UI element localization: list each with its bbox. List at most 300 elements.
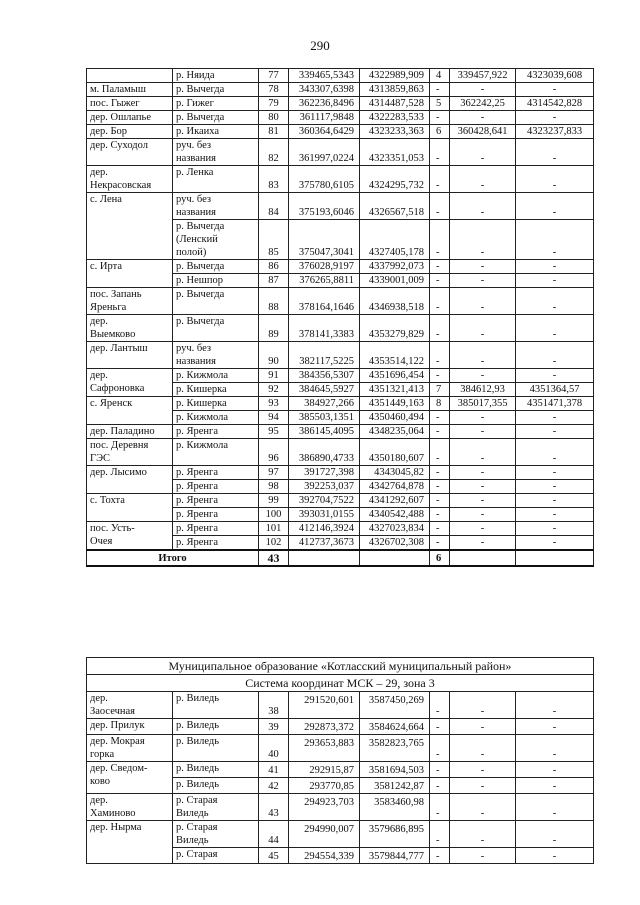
number-cell: 82 (259, 139, 289, 166)
empty-cell (289, 550, 360, 566)
number-cell: 84 (259, 193, 289, 220)
table-row (87, 762, 594, 778)
y2-coordinate-cell: 4351364,57 (516, 383, 594, 397)
number-cell: 39 (259, 719, 289, 735)
river-cell: р. Кишерка (173, 397, 259, 411)
point-count-cell: - (430, 536, 450, 551)
y-coordinate-cell: 4326567,518 (360, 193, 430, 220)
y-coordinate-cell: 4313859,863 (360, 83, 430, 97)
x2-coordinate-cell: - (450, 274, 516, 288)
table-row (87, 369, 594, 383)
point-count-cell: - (430, 494, 450, 508)
point-count-cell: - (430, 778, 450, 794)
empty-cell (516, 550, 594, 566)
x-coordinate-cell: 294923,703 (289, 794, 360, 821)
river-cell: р. Вычегда (173, 83, 259, 97)
y-coordinate-cell: 3584624,664 (360, 719, 430, 735)
total-number-cell: 43 (259, 550, 289, 566)
x2-coordinate-cell: - (450, 288, 516, 315)
river-cell: р. Яренга (173, 480, 259, 494)
table-row (87, 69, 594, 83)
y-coordinate-cell: 4342764,878 (360, 480, 430, 494)
y2-coordinate-cell: - (516, 778, 594, 794)
x-coordinate-cell: 382117,5225 (289, 342, 360, 369)
settlement-cell: пос. Усть- Очея (87, 522, 173, 551)
y2-coordinate-cell: - (516, 111, 594, 125)
river-cell: р. Яренга (173, 494, 259, 508)
x2-coordinate-cell: - (450, 692, 516, 719)
coordinates-table-2 (86, 657, 594, 864)
x2-coordinate-cell: - (450, 719, 516, 735)
x2-coordinate-cell: - (450, 778, 516, 794)
river-cell: р. Виледь (173, 762, 259, 778)
point-count-cell: 7 (430, 383, 450, 397)
y2-coordinate-cell: - (516, 220, 594, 260)
table-row (87, 111, 594, 125)
x-coordinate-cell: 392253,037 (289, 480, 360, 494)
y-coordinate-cell: 4351321,413 (360, 383, 430, 397)
number-cell: 91 (259, 369, 289, 383)
y2-coordinate-cell: - (516, 466, 594, 480)
settlement-cell: дер. Хаминово (87, 794, 173, 821)
x2-coordinate-cell: - (450, 794, 516, 821)
y2-coordinate-cell: - (516, 439, 594, 466)
x2-coordinate-cell: - (450, 508, 516, 522)
x2-coordinate-cell: - (450, 480, 516, 494)
river-cell: р. Виледь (173, 719, 259, 735)
river-cell: р. Няида (173, 69, 259, 83)
table-row (87, 466, 594, 480)
number-cell: 99 (259, 494, 289, 508)
settlement-cell: дер. Сафроновка (87, 369, 173, 397)
y-coordinate-cell: 3579844,777 (360, 848, 430, 864)
y2-coordinate-cell: - (516, 139, 594, 166)
x-coordinate-cell: 293653,883 (289, 735, 360, 762)
river-cell: руч. без названия (173, 139, 259, 166)
x-coordinate-cell: 384356,5307 (289, 369, 360, 383)
point-count-cell: - (430, 288, 450, 315)
y2-coordinate-cell: - (516, 692, 594, 719)
y-coordinate-cell: 4346938,518 (360, 288, 430, 315)
settlement-cell: пос. Гыжег (87, 97, 173, 111)
x-coordinate-cell: 376028,9197 (289, 260, 360, 274)
x2-coordinate-cell: - (450, 425, 516, 439)
x2-coordinate-cell: - (450, 166, 516, 193)
river-cell: руч. без названия (173, 193, 259, 220)
x2-coordinate-cell: 362242,25 (450, 97, 516, 111)
point-count-cell: 4 (430, 69, 450, 83)
table-row (87, 83, 594, 97)
table-row (87, 193, 594, 220)
number-cell: 93 (259, 397, 289, 411)
point-count-cell: - (430, 83, 450, 97)
table-row (87, 439, 594, 466)
y-coordinate-cell: 3581242,87 (360, 778, 430, 794)
river-cell: р. Вычегда (173, 315, 259, 342)
y-coordinate-cell: 4314487,528 (360, 97, 430, 111)
y-coordinate-cell: 4350180,607 (360, 439, 430, 466)
point-count-cell: - (430, 439, 450, 466)
y2-coordinate-cell: - (516, 762, 594, 778)
number-cell: 81 (259, 125, 289, 139)
y2-coordinate-cell: - (516, 508, 594, 522)
settlement-cell: пос. Запань Яреньга (87, 288, 173, 315)
y2-coordinate-cell: - (516, 166, 594, 193)
x-coordinate-cell: 294990,007 (289, 821, 360, 848)
point-count-cell: - (430, 794, 450, 821)
x2-coordinate-cell: 339457,922 (450, 69, 516, 83)
y-coordinate-cell: 4326702,308 (360, 536, 430, 551)
number-cell: 43 (259, 794, 289, 821)
settlement-cell: дер. Лысимо (87, 466, 173, 494)
y-coordinate-cell: 3587450,269 (360, 692, 430, 719)
x2-coordinate-cell: 384612,93 (450, 383, 516, 397)
settlement-cell: дер. Мокрая горка (87, 735, 173, 762)
y-coordinate-cell: 4339001,009 (360, 274, 430, 288)
point-count-cell: - (430, 735, 450, 762)
river-cell: р. Нешпор (173, 274, 259, 288)
municipality-header-row (87, 658, 594, 675)
y2-coordinate-cell: - (516, 369, 594, 383)
x2-coordinate-cell: - (450, 848, 516, 864)
river-cell: р. Яренга (173, 536, 259, 551)
y2-coordinate-cell: 4323237,833 (516, 125, 594, 139)
x-coordinate-cell: 386890,4733 (289, 439, 360, 466)
number-cell: 38 (259, 692, 289, 719)
x-coordinate-cell: 291520,601 (289, 692, 360, 719)
point-count-cell: - (430, 425, 450, 439)
x-coordinate-cell: 375047,3041 (289, 220, 360, 260)
river-cell: р. Кижмола (173, 439, 259, 466)
number-cell: 102 (259, 536, 289, 551)
y-coordinate-cell: 4323233,363 (360, 125, 430, 139)
number-cell: 100 (259, 508, 289, 522)
x-coordinate-cell: 412146,3924 (289, 522, 360, 536)
x-coordinate-cell: 375780,6105 (289, 166, 360, 193)
x2-coordinate-cell: - (450, 260, 516, 274)
y2-coordinate-cell: - (516, 735, 594, 762)
point-count-cell: - (430, 369, 450, 383)
coord-system-header-row (87, 675, 594, 692)
settlement-cell: дер. Бор (87, 125, 173, 139)
table-row (87, 315, 594, 342)
point-count-cell: - (430, 342, 450, 369)
y-coordinate-cell: 4327405,178 (360, 220, 430, 260)
point-count-cell: - (430, 848, 450, 864)
x-coordinate-cell: 361997,0224 (289, 139, 360, 166)
settlement-cell: м. Паламыш (87, 83, 173, 97)
table-row (87, 794, 594, 821)
x-coordinate-cell: 385503,1351 (289, 411, 360, 425)
number-cell: 101 (259, 522, 289, 536)
x-coordinate-cell: 292873,372 (289, 719, 360, 735)
y-coordinate-cell: 4337992,073 (360, 260, 430, 274)
point-count-cell: - (430, 260, 450, 274)
river-cell: р. Яренга (173, 425, 259, 439)
river-cell: р. Кижмола (173, 369, 259, 383)
y-coordinate-cell: 3581694,503 (360, 762, 430, 778)
x-coordinate-cell: 294554,339 (289, 848, 360, 864)
point-count-cell: 8 (430, 397, 450, 411)
x-coordinate-cell: 391727,398 (289, 466, 360, 480)
river-cell: р. Вычегда (173, 111, 259, 125)
point-count-cell: 5 (430, 97, 450, 111)
x-coordinate-cell: 292915,87 (289, 762, 360, 778)
y2-coordinate-cell: 4351471,378 (516, 397, 594, 411)
number-cell: 41 (259, 762, 289, 778)
x2-coordinate-cell: 385017,355 (450, 397, 516, 411)
number-cell: 96 (259, 439, 289, 466)
x2-coordinate-cell: - (450, 411, 516, 425)
y2-coordinate-cell: - (516, 719, 594, 735)
x-coordinate-cell: 392704,7522 (289, 494, 360, 508)
settlement-cell: с. Лена (87, 193, 173, 260)
point-count-cell: - (430, 692, 450, 719)
number-cell: 98 (259, 480, 289, 494)
x2-coordinate-cell: - (450, 83, 516, 97)
y2-coordinate-cell: - (516, 536, 594, 551)
x2-coordinate-cell: - (450, 536, 516, 551)
table-row (87, 397, 594, 411)
y2-coordinate-cell: - (516, 193, 594, 220)
number-cell: 92 (259, 383, 289, 397)
y-coordinate-cell: 4341292,607 (360, 494, 430, 508)
river-cell: р. Вычегда (Ленский полой) (173, 220, 259, 260)
x-coordinate-cell: 362236,8496 (289, 97, 360, 111)
x2-coordinate-cell: - (450, 522, 516, 536)
y2-coordinate-cell: - (516, 83, 594, 97)
y2-coordinate-cell: - (516, 260, 594, 274)
y2-coordinate-cell: - (516, 494, 594, 508)
y-coordinate-cell: 4350460,494 (360, 411, 430, 425)
y-coordinate-cell: 4343045,82 (360, 466, 430, 480)
settlement-cell: дер. Паладино (87, 425, 173, 439)
settlement-cell (87, 69, 173, 83)
point-count-cell: - (430, 821, 450, 848)
y2-coordinate-cell: 4323039,608 (516, 69, 594, 83)
river-cell: р. Кижмола (173, 411, 259, 425)
settlement-cell: пос. Деревня ГЭС (87, 439, 173, 466)
x2-coordinate-cell: - (450, 735, 516, 762)
river-cell: р. Виледь (173, 735, 259, 762)
x2-coordinate-cell: 360428,641 (450, 125, 516, 139)
number-cell: 94 (259, 411, 289, 425)
total-point-count-cell: 6 (430, 550, 450, 566)
point-count-cell: - (430, 762, 450, 778)
x-coordinate-cell: 343307,6398 (289, 83, 360, 97)
table-row (87, 125, 594, 139)
table-row (87, 692, 594, 719)
number-cell: 86 (259, 260, 289, 274)
number-cell: 89 (259, 315, 289, 342)
y-coordinate-cell: 4322989,909 (360, 69, 430, 83)
x2-coordinate-cell: - (450, 821, 516, 848)
x-coordinate-cell: 378141,3383 (289, 315, 360, 342)
x2-coordinate-cell: - (450, 369, 516, 383)
y2-coordinate-cell: - (516, 342, 594, 369)
y-coordinate-cell: 3582823,765 (360, 735, 430, 762)
point-count-cell: - (430, 220, 450, 260)
x-coordinate-cell: 376265,8811 (289, 274, 360, 288)
x-coordinate-cell: 378164,1646 (289, 288, 360, 315)
river-cell: р. Гижег (173, 97, 259, 111)
y2-coordinate-cell: - (516, 821, 594, 848)
y-coordinate-cell: 3579686,895 (360, 821, 430, 848)
table-row (87, 97, 594, 111)
coord-system-title: Система координат МСК – 29, зона 3 (87, 675, 594, 692)
x-coordinate-cell: 384927,266 (289, 397, 360, 411)
y-coordinate-cell: 3583460,98 (360, 794, 430, 821)
settlement-cell: дер. Сведом- ково (87, 762, 173, 794)
number-cell: 87 (259, 274, 289, 288)
x-coordinate-cell: 339465,5343 (289, 69, 360, 83)
x2-coordinate-cell: - (450, 762, 516, 778)
table-row (87, 494, 594, 508)
number-cell: 88 (259, 288, 289, 315)
number-cell: 85 (259, 220, 289, 260)
river-cell: р. Кишерка (173, 383, 259, 397)
point-count-cell: - (430, 315, 450, 342)
x2-coordinate-cell: - (450, 439, 516, 466)
table-row (87, 522, 594, 536)
coordinates-table-1 (86, 68, 594, 567)
table-row (87, 139, 594, 166)
settlement-cell: дер. Нырма (87, 821, 173, 864)
y2-coordinate-cell: - (516, 794, 594, 821)
number-cell: 78 (259, 83, 289, 97)
x2-coordinate-cell: - (450, 139, 516, 166)
settlement-cell: дер. Прилук (87, 719, 173, 735)
number-cell: 77 (259, 69, 289, 83)
settlement-cell: дер. Лантыш (87, 342, 173, 369)
total-label: Итого (87, 550, 259, 566)
x-coordinate-cell: 293770,85 (289, 778, 360, 794)
number-cell: 97 (259, 466, 289, 480)
number-cell: 44 (259, 821, 289, 848)
empty-cell (450, 550, 516, 566)
number-cell: 45 (259, 848, 289, 864)
y2-coordinate-cell: - (516, 411, 594, 425)
page-number: 290 (310, 38, 330, 53)
table-row (87, 821, 594, 848)
point-count-cell: - (430, 522, 450, 536)
table-row (87, 425, 594, 439)
x2-coordinate-cell: - (450, 466, 516, 480)
river-cell: руч. без названия (173, 342, 259, 369)
point-count-cell: - (430, 411, 450, 425)
river-cell: р. Старая (173, 848, 259, 864)
x-coordinate-cell: 393031,0155 (289, 508, 360, 522)
point-count-cell: - (430, 274, 450, 288)
settlement-cell: дер. Выемково (87, 315, 173, 342)
x2-coordinate-cell: - (450, 193, 516, 220)
settlement-cell: дер. Суходол (87, 139, 173, 166)
y2-coordinate-cell: - (516, 425, 594, 439)
river-cell: р. Икаиха (173, 125, 259, 139)
number-cell: 40 (259, 735, 289, 762)
point-count-cell: - (430, 480, 450, 494)
settlement-cell: дер. Ошлапье (87, 111, 173, 125)
point-count-cell: - (430, 193, 450, 220)
table-row (87, 342, 594, 369)
number-cell: 83 (259, 166, 289, 193)
river-cell: р. Вычегда (173, 260, 259, 274)
table-row (87, 166, 594, 193)
x2-coordinate-cell: - (450, 111, 516, 125)
x-coordinate-cell: 360364,6429 (289, 125, 360, 139)
number-cell: 42 (259, 778, 289, 794)
table-row (87, 719, 594, 735)
y2-coordinate-cell: - (516, 480, 594, 494)
y-coordinate-cell: 4322283,533 (360, 111, 430, 125)
x2-coordinate-cell: - (450, 494, 516, 508)
settlement-cell: дер. Некрасовская (87, 166, 173, 193)
y2-coordinate-cell: - (516, 288, 594, 315)
number-cell: 80 (259, 111, 289, 125)
point-count-cell: 6 (430, 125, 450, 139)
river-cell: р. Старая Виледь (173, 821, 259, 848)
river-cell: р. Яренга (173, 466, 259, 480)
river-cell: р. Старая Виледь (173, 794, 259, 821)
table-row (87, 288, 594, 315)
empty-cell (360, 550, 430, 566)
total-row (87, 550, 594, 566)
point-count-cell: - (430, 111, 450, 125)
river-cell: р. Яренга (173, 508, 259, 522)
y-coordinate-cell: 4327023,834 (360, 522, 430, 536)
point-count-cell: - (430, 719, 450, 735)
number-cell: 90 (259, 342, 289, 369)
y-coordinate-cell: 4351449,163 (360, 397, 430, 411)
y2-coordinate-cell: - (516, 315, 594, 342)
y2-coordinate-cell: - (516, 522, 594, 536)
x2-coordinate-cell: - (450, 342, 516, 369)
table-row (87, 260, 594, 274)
settlement-cell: с. Тохта (87, 494, 173, 522)
y-coordinate-cell: 4324295,732 (360, 166, 430, 193)
x2-coordinate-cell: - (450, 220, 516, 260)
point-count-cell: - (430, 166, 450, 193)
x-coordinate-cell: 375193,6046 (289, 193, 360, 220)
table-row (87, 735, 594, 762)
point-count-cell: - (430, 139, 450, 166)
settlement-cell: с. Яренск (87, 397, 173, 425)
x-coordinate-cell: 384645,5927 (289, 383, 360, 397)
y-coordinate-cell: 4340542,488 (360, 508, 430, 522)
river-cell: р. Яренга (173, 522, 259, 536)
number-cell: 79 (259, 97, 289, 111)
y2-coordinate-cell: - (516, 848, 594, 864)
point-count-cell: - (430, 508, 450, 522)
municipality-title: Муниципальное образование «Котласский муниципальный район» (87, 658, 594, 675)
x-coordinate-cell: 386145,4095 (289, 425, 360, 439)
river-cell: р. Ленка (173, 166, 259, 193)
y-coordinate-cell: 4353279,829 (360, 315, 430, 342)
point-count-cell: - (430, 466, 450, 480)
y2-coordinate-cell: 4314542,828 (516, 97, 594, 111)
x-coordinate-cell: 412737,3673 (289, 536, 360, 551)
y-coordinate-cell: 4351696,454 (360, 369, 430, 383)
y-coordinate-cell: 4348235,064 (360, 425, 430, 439)
river-cell: р. Вычегда (173, 288, 259, 315)
settlement-cell: с. Ирта (87, 260, 173, 288)
y-coordinate-cell: 4353514,122 (360, 342, 430, 369)
x-coordinate-cell: 361117,9848 (289, 111, 360, 125)
x2-coordinate-cell: - (450, 315, 516, 342)
river-cell: р. Виледь (173, 778, 259, 794)
number-cell: 95 (259, 425, 289, 439)
river-cell: р. Виледь (173, 692, 259, 719)
